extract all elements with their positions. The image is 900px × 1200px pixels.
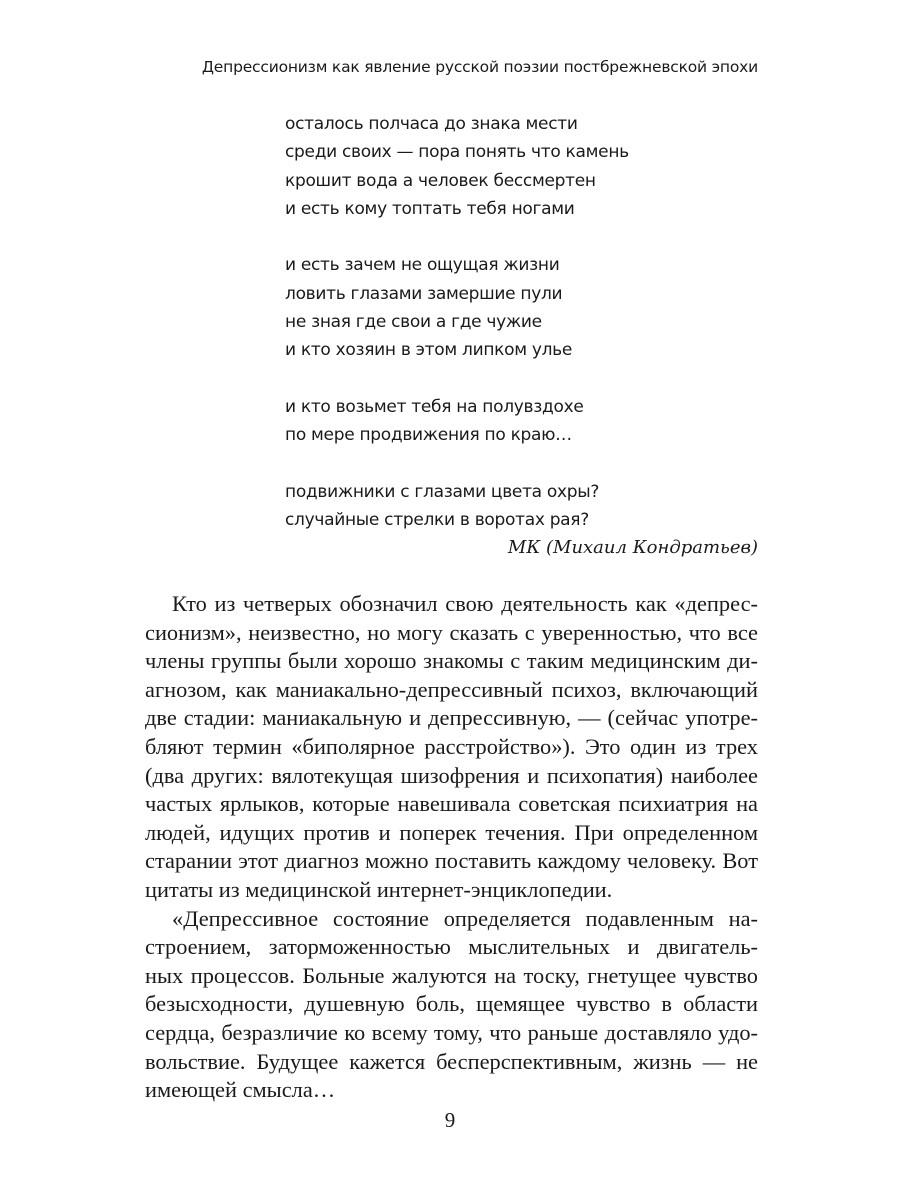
text-line: ных процессов. Больные жалуются на тоску, гнетущее чувство xyxy=(145,962,758,988)
poem xyxy=(285,110,629,534)
poem-stanza-1 xyxy=(285,110,629,223)
poem-line: осталось полчаса до знака мести xyxy=(285,114,578,134)
poem-line: и есть кому топтать тебя ногами xyxy=(285,198,575,219)
text-line: сионизм», неизвестно, но могу сказать с уверенностью, что все xyxy=(145,619,758,645)
text-line: старании этот диагноз можно поставить каждому человеку. Вот xyxy=(145,848,758,874)
poem-attribution: МК (Михаил Кондратьев) xyxy=(507,537,758,558)
text-line: вольствие. Будущее кажется бесперспективным, жизнь — не xyxy=(145,1048,758,1074)
poem-line: и кто хозяин в этом липком улье xyxy=(285,340,573,361)
poem-line: среди своих — пора понять что камень xyxy=(285,142,629,163)
text-line: имеющей смысла… xyxy=(145,1077,336,1103)
text-line: людей, идущих против и поперек течения. При определенном xyxy=(145,819,758,845)
poem-line: ловить глазами замершие пули xyxy=(285,283,563,304)
poem-stanza-4 xyxy=(285,478,629,535)
poem-line: не зная где свои а где чужие xyxy=(285,312,542,333)
poem-line: подвижники с глазами цвета охры? xyxy=(285,481,600,502)
text-line: Кто из четверых обозначил свою деятельность как «депрес- xyxy=(172,591,758,616)
poem-line: и есть зачем не ощущая жизни xyxy=(285,255,560,276)
text-line: члены группы были хорошо знакомы с таким медицинским ди- xyxy=(145,648,758,674)
poem-stanza-2 xyxy=(285,251,629,364)
running-head: Депрессионизм как явление русской поэзии постбрежневской эпохи xyxy=(201,58,758,76)
body-text xyxy=(145,590,758,1105)
page-number: 9 xyxy=(444,1108,456,1132)
poem-stanza-3 xyxy=(285,393,629,450)
text-line: (два других: вялотекущая шизофрения и психопатия) наиболее xyxy=(145,762,758,788)
paragraph-1 xyxy=(145,590,758,905)
paragraph-2 xyxy=(145,905,758,1105)
poem-line: случайные стрелки в воротах рая? xyxy=(285,510,589,531)
poem-line: по мере продвижения по краю… xyxy=(285,425,572,446)
text-line: агнозом, как маниакально-депрессивный психоз, включающий xyxy=(145,676,758,702)
poem-line: и кто возьмет тебя на полувздохе xyxy=(285,396,584,417)
text-line: цитаты из медицинской интернет-энциклопедии. xyxy=(145,876,613,902)
text-line: частых ярлыков, которые навешивала советская психиатрия на xyxy=(145,791,758,817)
text-line: две стадии: маниакальную и депрессивную, — (сейчас употре- xyxy=(145,705,758,731)
text-line: «Депрессивное состояние определяется подавленным на- xyxy=(172,905,758,931)
text-line: бляют термин «биполярное расстройство»). Это один из трех xyxy=(145,733,758,759)
text-line: сердца, безразличие ко всему тому, что раньше доставляло удо- xyxy=(145,1019,758,1045)
text-line: безысходности, душевную боль, щемящее чувство в области xyxy=(145,991,758,1017)
text-line: строением, заторможенностью мыслительных и двигатель- xyxy=(145,934,758,960)
poem-line: крошит вода а человек бессмертен xyxy=(285,170,596,191)
